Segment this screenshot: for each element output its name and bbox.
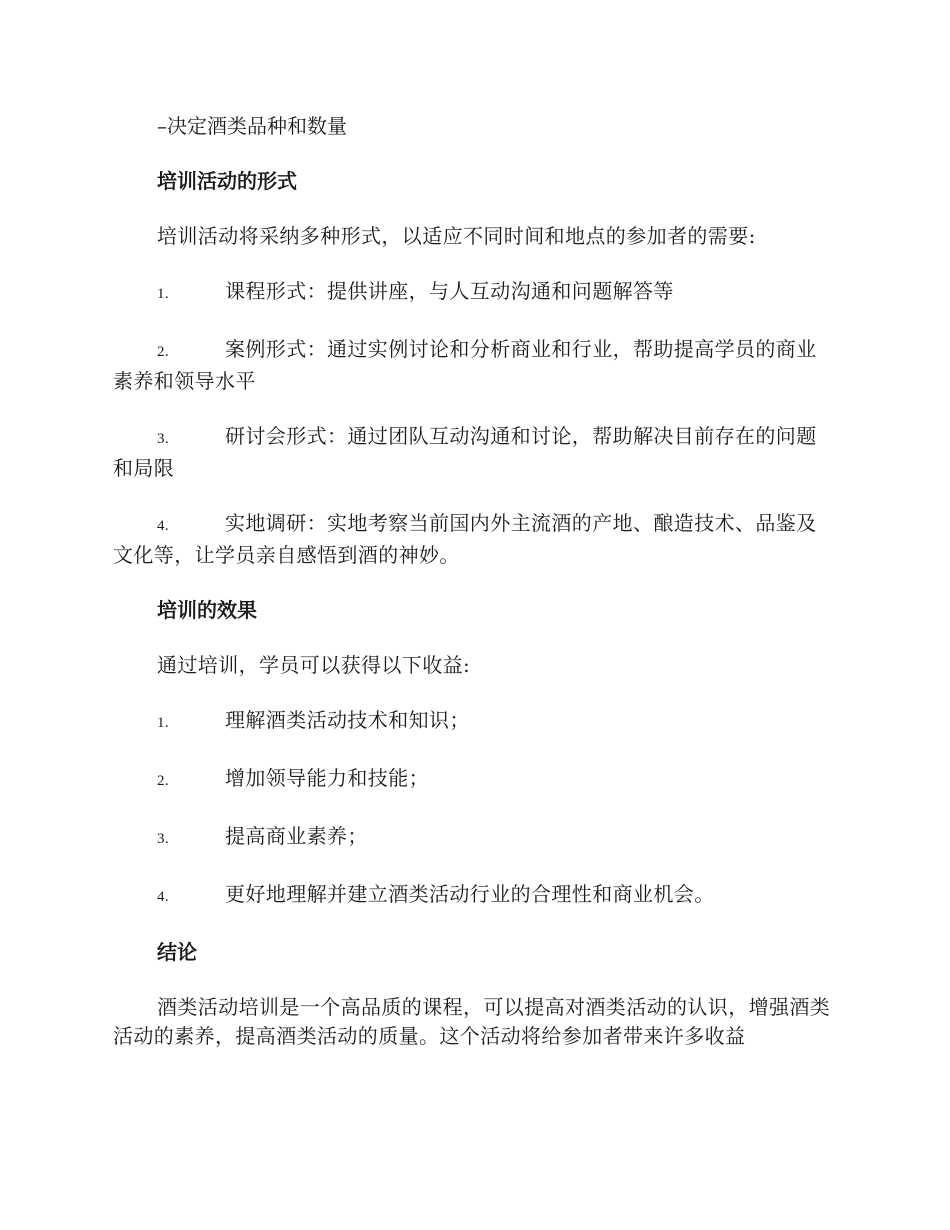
list-number: 2. <box>157 773 170 789</box>
forms-list-item <box>113 422 833 483</box>
forms-list-item <box>113 509 833 570</box>
effects-intro: 通过培训，学员可以获得以下收益: <box>157 653 471 677</box>
effects-list-item <box>113 764 833 796</box>
conclusion-heading: 结论 <box>157 940 197 964</box>
effects-list-item <box>113 880 833 912</box>
list-text: 课程形式：提供讲座，与人互动沟通和问题解答等 <box>225 279 674 303</box>
forms-heading: 培训活动的形式 <box>157 169 297 193</box>
list-text: 更好地理解并建立酒类活动行业的合理性和商业机会。 <box>225 882 715 906</box>
list-number: 3. <box>157 831 170 847</box>
forms-list-item <box>113 277 833 309</box>
list-number: 2. <box>157 344 170 360</box>
list-number: 4. <box>157 889 170 905</box>
document-page <box>113 112 833 1077</box>
list-text: 实地调研：实地考察当前国内外主流酒的产地、酿造技术、品鉴及文化等，让学员亲自感悟到酒的神妙。 <box>113 511 817 567</box>
effects-heading: 培训的效果 <box>157 598 257 622</box>
list-text: 案例形式：通过实例讨论和分析商业和行业，帮助提高学员的商业素养和领导水平 <box>113 337 817 393</box>
list-number: 4. <box>157 518 170 534</box>
effects-list-item <box>113 822 833 854</box>
list-text: 提高商业素养； <box>225 824 368 848</box>
list-number: 3. <box>157 431 170 447</box>
list-number: 1. <box>157 286 170 302</box>
list-text: 理解酒类活动技术和知识； <box>225 708 470 732</box>
conclusion-body: 酒类活动培训是一个高品质的课程，可以提高对酒类活动的认识，增强酒类活动的素养，提高酒类活动的质量。这个活动将给参加者带来许多收益 <box>113 995 831 1048</box>
effects-list-item <box>113 706 833 738</box>
intro-dash-item: –决定酒类品种和数量 <box>157 114 347 138</box>
list-number: 1. <box>157 715 170 731</box>
forms-list-item <box>113 335 833 396</box>
list-text: 增加领导能力和技能； <box>225 766 429 790</box>
forms-intro: 培训活动将采纳多种形式，以适应不同时间和地点的参加者的需要: <box>157 224 756 248</box>
list-text: 研讨会形式：通过团队互动沟通和讨论，帮助解决目前存在的问题和局限 <box>113 424 817 480</box>
